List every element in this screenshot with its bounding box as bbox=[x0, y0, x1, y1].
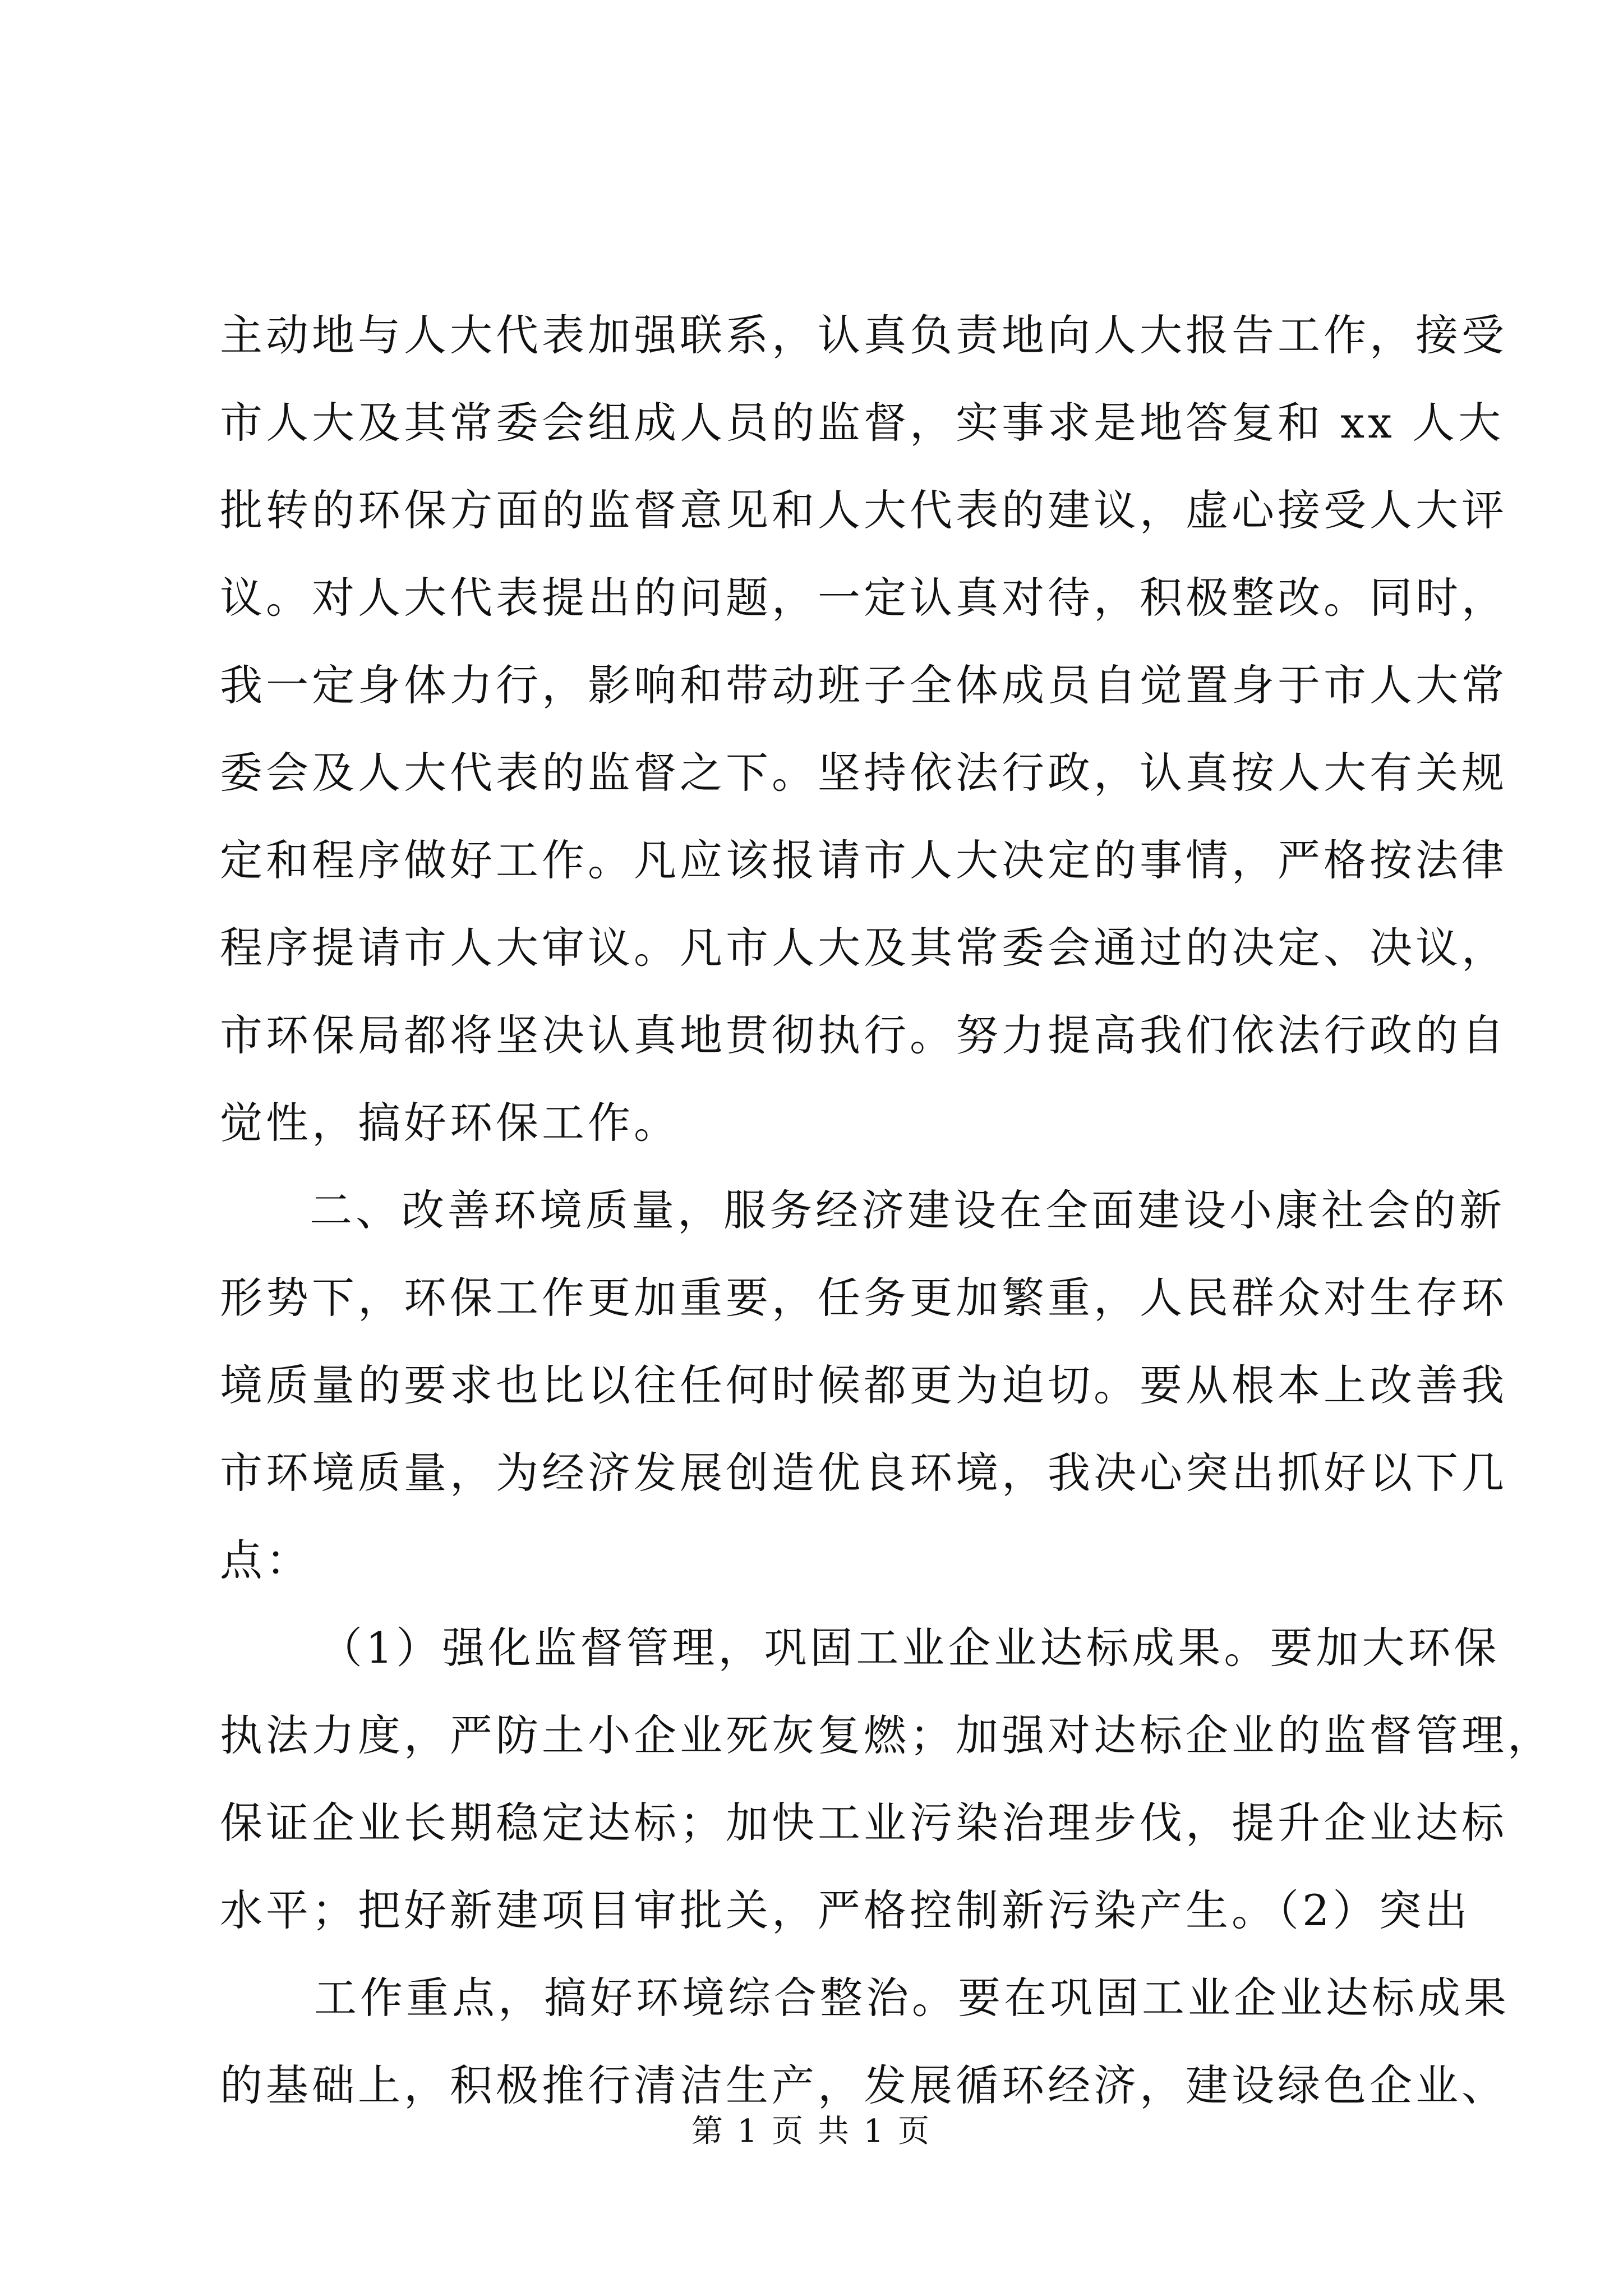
text-line: 形势下，环保工作更加重要，任务更加繁重，人民群众对生存环 bbox=[220, 1273, 1507, 1323]
text-line: 程序提请市人大审议。凡市人大及其常委会通过的决定、决议， bbox=[220, 923, 1507, 973]
text-line: 市环境质量，为经济发展创造优良环境，我决心突出抓好以下几 bbox=[220, 1448, 1507, 1498]
text-line: 市人大及其常委会组成人员的监督，实事求是地答复和 xx 人大 bbox=[220, 398, 1505, 448]
text-line: 我一定身体力行，影响和带动班子全体成员自觉置身于市人大常 bbox=[220, 660, 1507, 710]
text-line: 市环保局都将坚决认真地贯彻执行。努力提高我们依法行政的自 bbox=[220, 1010, 1507, 1060]
text-line: 保证企业长期稳定达标；加快工业污染治理步伐，提升企业达标 bbox=[220, 1798, 1507, 1848]
document-body bbox=[220, 292, 1553, 2129]
text-line: （1）强化监督管理，巩固工业企业达标成果。要加大环保 bbox=[320, 1623, 1500, 1673]
text-line: 二、改善环境质量，服务经济建设在全面建设小康社会的新 bbox=[310, 1185, 1505, 1235]
text-line: 的基础上，积极推行清洁生产，发展循环经济，建设绿色企业、 bbox=[220, 2060, 1507, 2110]
text-line: 定和程序做好工作。凡应该报请市人大决定的事情，严格按法律 bbox=[220, 835, 1507, 885]
text-line: 批转的环保方面的监督意见和人大代表的建议，虚心接受人大评 bbox=[220, 485, 1507, 535]
text-line: 点： bbox=[220, 1535, 312, 1585]
text-line: 执法力度，严防土小企业死灰复燃；加强对达标企业的监督管理， bbox=[220, 1710, 1553, 1760]
text-line: 委会及人大代表的监督之下。坚持依法行政，认真按人大有关规 bbox=[220, 748, 1507, 798]
text-line: 觉性，搞好环保工作。 bbox=[220, 1098, 680, 1148]
text-line: 境质量的要求也比以往任何时候都更为迫切。要从根本上改善我 bbox=[220, 1360, 1507, 1410]
text-line: 工作重点，搞好环境综合整治。要在巩固工业企业达标成果 bbox=[314, 1973, 1510, 2023]
page-footer: 第 1 页 共 1 页 bbox=[691, 2113, 932, 2150]
text-line: 水平；把好新建项目审批关，严格控制新污染产生。（2）突出 bbox=[220, 1885, 1471, 1935]
text-line: 主动地与人大代表加强联系，认真负责地向人大报告工作，接受 bbox=[220, 310, 1507, 360]
text-line: 议。对人大代表提出的问题，一定认真对待，积极整改。同时， bbox=[220, 573, 1507, 623]
